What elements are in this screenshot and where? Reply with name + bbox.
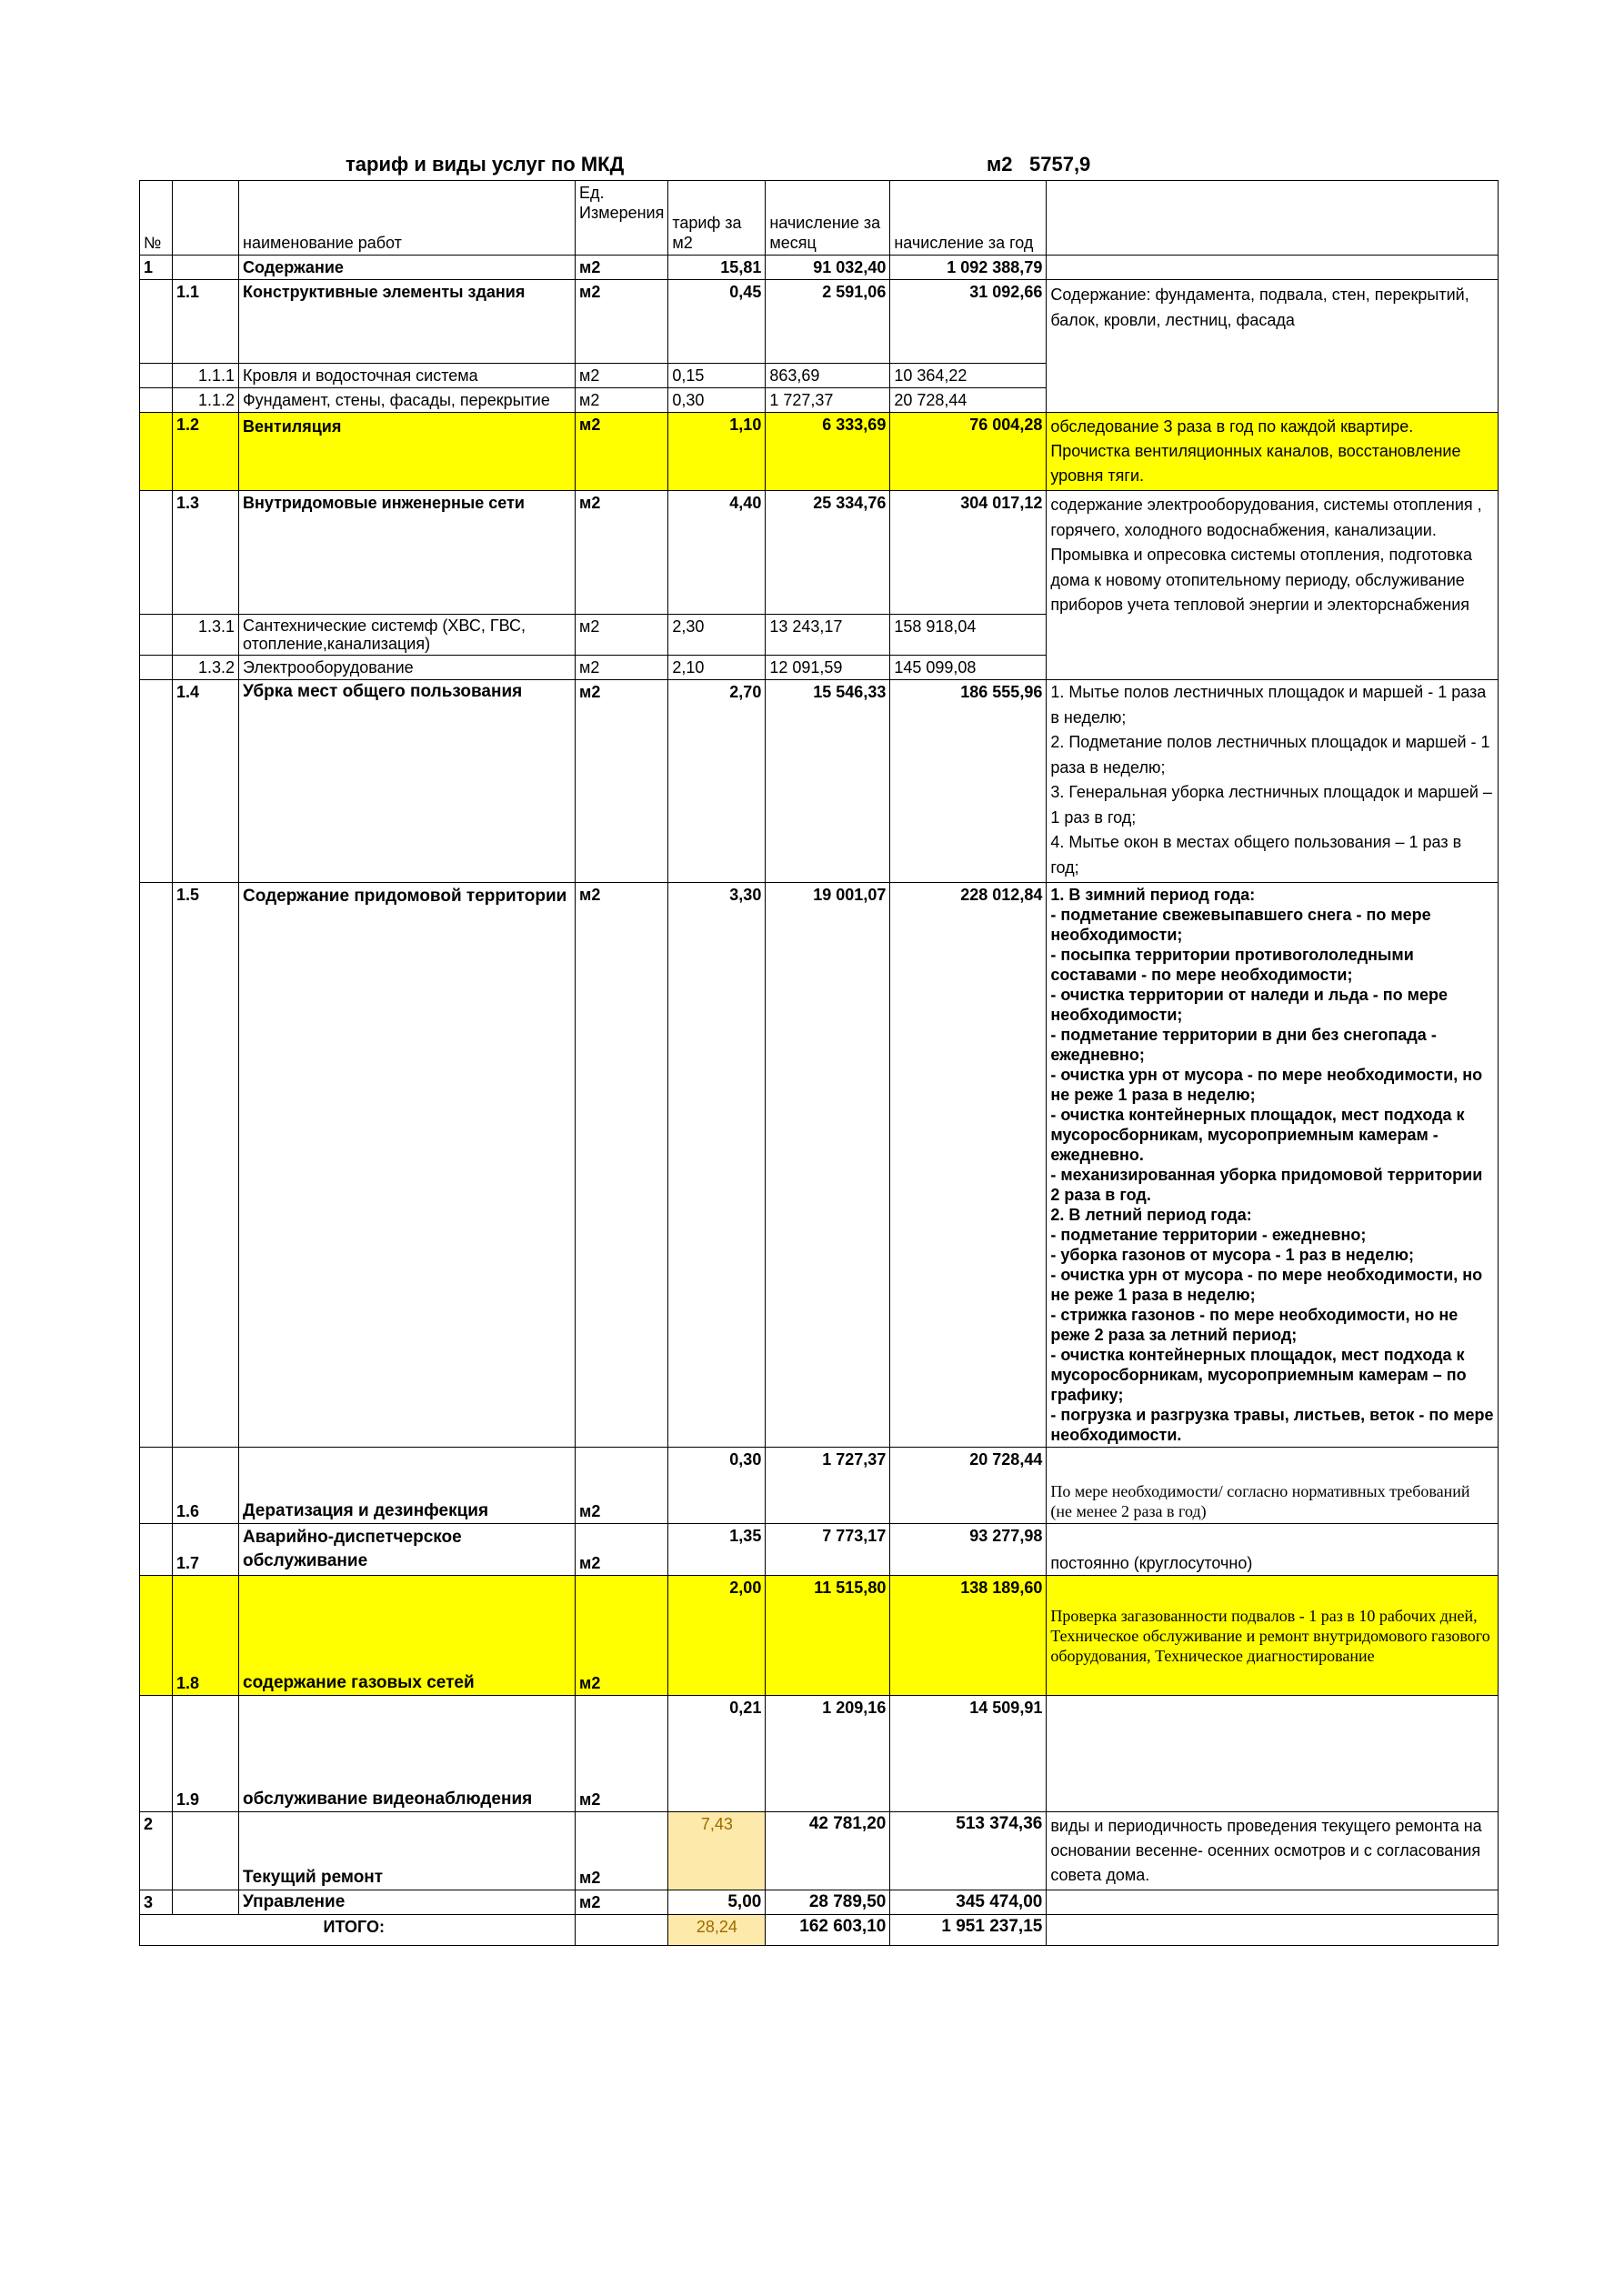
col-header-year: начисление за год [890, 181, 1047, 256]
row-sub: 1.9 [173, 1696, 239, 1812]
area-label: м2 [987, 153, 1013, 175]
row-name: Текущий ремонт [239, 1812, 576, 1890]
row-month: 1 727,37 [766, 388, 890, 413]
page-title: тариф и виды услуг по МКД [346, 153, 625, 175]
row-sub: 1.4 [173, 680, 239, 883]
row-name: Конструктивные элементы здания [239, 280, 576, 364]
total-year: 1 951 237,15 [890, 1915, 1047, 1946]
row-sub: 1.6 [173, 1448, 239, 1524]
row-name: Содержание [239, 256, 576, 280]
row-unit: м2 [576, 1448, 668, 1524]
total-row [140, 1915, 1499, 1946]
row-sub: 1.3.1 [173, 615, 239, 656]
row-year: 20 728,44 [890, 388, 1047, 413]
col-header-tariff: тариф за м2 [668, 181, 766, 256]
row-year: 145 099,08 [890, 656, 1047, 680]
row-tariff: 5,00 [668, 1890, 766, 1915]
row-year: 186 555,96 [890, 680, 1047, 883]
row-year: 1 092 388,79 [890, 256, 1047, 280]
row-year: 138 189,60 [890, 1576, 1047, 1696]
col-header-name: наименование работ [239, 181, 576, 256]
row-unit: м2 [576, 1696, 668, 1812]
header-row [140, 181, 1499, 256]
row-name: содержание газовых сетей [239, 1576, 576, 1696]
row-name: Управление [239, 1890, 576, 1915]
row-name: Фундамент, стены, фасады, перекрытие [239, 388, 576, 413]
row-month: 12 091,59 [766, 656, 890, 680]
row-tariff: 2,00 [668, 1576, 766, 1696]
row-month: 15 546,33 [766, 680, 890, 883]
table-row [140, 1890, 1499, 1915]
row-sub: 1.2 [173, 413, 239, 491]
table-row [140, 883, 1499, 1448]
row-tariff: 1,35 [668, 1524, 766, 1576]
table-row [140, 1696, 1499, 1812]
row-month: 1 209,16 [766, 1696, 890, 1812]
row-month: 42 781,20 [766, 1812, 890, 1890]
table-row [140, 413, 1499, 491]
row-unit: м2 [576, 413, 668, 491]
row-name: Кровля и водосточная система [239, 364, 576, 388]
col-header-no: № [140, 181, 173, 256]
row-tariff: 2,70 [668, 680, 766, 883]
row-year: 304 017,12 [890, 491, 1047, 615]
row-tariff: 0,15 [668, 364, 766, 388]
row-name: Электрооборудование [239, 656, 576, 680]
row-year: 20 728,44 [890, 1448, 1047, 1524]
row-sub: 1.3 [173, 491, 239, 615]
table-row [140, 680, 1499, 883]
row-year: 76 004,28 [890, 413, 1047, 491]
row-month: 13 243,17 [766, 615, 890, 656]
col-header-month: начисление за месяц [766, 181, 890, 256]
row-no: 3 [140, 1890, 173, 1915]
row-name: Убрка мест общего пользования [239, 680, 576, 883]
row-tariff: 0,21 [668, 1696, 766, 1812]
row-unit: м2 [576, 280, 668, 364]
total-label: ИТОГО: [239, 1915, 576, 1946]
row-tariff: 2,30 [668, 615, 766, 656]
row-year: 158 918,04 [890, 615, 1047, 656]
row-name: Дератизация и дезинфекция [239, 1448, 576, 1524]
row-name: обслуживание видеонаблюдения [239, 1696, 576, 1812]
row-desc: По мере необходимости/ согласно нормативных требований (не менее 2 раза в год) [1047, 1448, 1499, 1524]
row-desc: 1. В зимний период года: - подметание свежевыпавшего снега - по мере необходимости; - посыпка территории противогололедными составами - по мере необходимости; - очистка территории от наледи и льда - по мере необходимости; - подметание территории в дни без снегопада - ежедневно; - очистка урн от мусора - по мере необходимости, но не реже 1 раза в неделю; - очистка контейнерных площадок, мест подхода к мусоросборникам, мусороприемным камерам - ежедневно. - механизированная уборка придомовой территории 2 раза в год. 2. В летний период года: - подметание территории - ежедневно; - уборка газонов от мусора - 1 раз в неделю; - очистка урн от мусора - по мере необходимости, но не реже 1 раза в неделю; - стрижка газонов - по мере необходимости, но не реже 2 раза за летний период; - очистка контейнерных площадок, мест подхода к мусоросборникам, мусороприемным камерам – по графику; - погрузка и разгрузка травы, листьев, веток - по мере необходимости. [1047, 883, 1499, 1448]
tariff-table [139, 180, 1499, 1946]
row-month: 91 032,40 [766, 256, 890, 280]
row-tariff: 4,40 [668, 491, 766, 615]
row-name: Аварийно-диспетчерское обслуживание [239, 1524, 576, 1576]
total-month: 162 603,10 [766, 1915, 890, 1946]
row-unit: м2 [576, 1890, 668, 1915]
table-row [140, 1812, 1499, 1890]
row-sub: 1.1.1 [173, 364, 239, 388]
row-sub: 1.5 [173, 883, 239, 1448]
row-unit: м2 [576, 883, 668, 1448]
row-month: 19 001,07 [766, 883, 890, 1448]
table-row [140, 491, 1499, 615]
table-row [140, 1576, 1499, 1696]
total-tariff: 28,24 [668, 1915, 766, 1946]
row-month: 28 789,50 [766, 1890, 890, 1915]
row-desc: виды и периодичность проведения текущего ремонта на основании весенне- осенних осмотров и с согласования совета дома. [1047, 1812, 1499, 1890]
row-unit: м2 [576, 1524, 668, 1576]
row-tariff: 0,30 [668, 388, 766, 413]
row-month: 2 591,06 [766, 280, 890, 364]
row-tariff: 0,30 [668, 1448, 766, 1524]
col-header-unit: Ед. Измерения [576, 181, 668, 256]
row-sub: 1.7 [173, 1524, 239, 1576]
row-desc: содержание электрооборудования, системы отопления , горячего, холодного водоснабжения, канализации. Промывка и опресовка системы отопления, подготовка дома к новому отопительному периоду, обслуживание приборов учета тепловой энергии и электорснабжения [1047, 491, 1499, 680]
row-unit: м2 [576, 388, 668, 413]
row-month: 25 334,76 [766, 491, 890, 615]
row-tariff: 1,10 [668, 413, 766, 491]
table-row [140, 256, 1499, 280]
row-sub: 1.1.2 [173, 388, 239, 413]
row-name: Вентиляция [239, 413, 576, 491]
row-month: 1 727,37 [766, 1448, 890, 1524]
row-desc: Содержание: фундамента, подвала, стен, перекрытий, балок, кровли, лестниц, фасада [1047, 280, 1499, 413]
row-no: 1 [140, 256, 173, 280]
row-unit: м2 [576, 680, 668, 883]
row-year: 513 374,36 [890, 1812, 1047, 1890]
row-tariff: 3,30 [668, 883, 766, 1448]
row-month: 7 773,17 [766, 1524, 890, 1576]
area-value: 5757,9 [1029, 153, 1091, 175]
row-sub: 1.1 [173, 280, 239, 364]
row-tariff: 2,10 [668, 656, 766, 680]
row-desc: 1. Мытье полов лестничных площадок и маршей - 1 раза в неделю; 2. Подметание полов лестничных площадок и маршей - 1 раза в неделю; 3. Генеральная уборка лестничных площадок и маршей – 1 раз в год; 4. Мытье окон в местах общего пользования – 1 раз в год; [1047, 680, 1499, 883]
row-year: 14 509,91 [890, 1696, 1047, 1812]
row-tariff: 0,45 [668, 280, 766, 364]
row-sub: 1.8 [173, 1576, 239, 1696]
row-desc: Проверка загазованности подвалов - 1 раз в 10 рабочих дней, Техническое обслуживание и ремонт внутридомового газового оборудования, Техническое диагностирование [1047, 1576, 1499, 1696]
row-unit: м2 [576, 491, 668, 615]
row-tariff: 7,43 [668, 1812, 766, 1890]
row-unit: м2 [576, 256, 668, 280]
row-desc: обследование 3 раза в год по каждой квартире. Прочистка вентиляционных каналов, восстановление уровня тяги. [1047, 413, 1499, 491]
row-unit: м2 [576, 656, 668, 680]
row-unit: м2 [576, 1812, 668, 1890]
row-year: 228 012,84 [890, 883, 1047, 1448]
row-name: Внутридомовые инженерные сети [239, 491, 576, 615]
row-unit: м2 [576, 615, 668, 656]
table-row [140, 280, 1499, 364]
table-row [140, 1448, 1499, 1524]
row-name: Содержание придомовой территории [239, 883, 576, 1448]
row-no: 2 [140, 1812, 173, 1890]
row-unit: м2 [576, 364, 668, 388]
row-desc: постоянно (круглосуточно) [1047, 1524, 1499, 1576]
row-month: 6 333,69 [766, 413, 890, 491]
row-year: 10 364,22 [890, 364, 1047, 388]
row-unit: м2 [576, 1576, 668, 1696]
row-tariff: 15,81 [668, 256, 766, 280]
row-name: Сантехнические системф (ХВС, ГВС, отопление,канализация) [239, 615, 576, 656]
row-month: 11 515,80 [766, 1576, 890, 1696]
row-year: 345 474,00 [890, 1890, 1047, 1915]
row-year: 31 092,66 [890, 280, 1047, 364]
row-month: 863,69 [766, 364, 890, 388]
row-sub: 1.3.2 [173, 656, 239, 680]
table-row [140, 1524, 1499, 1576]
row-year: 93 277,98 [890, 1524, 1047, 1576]
